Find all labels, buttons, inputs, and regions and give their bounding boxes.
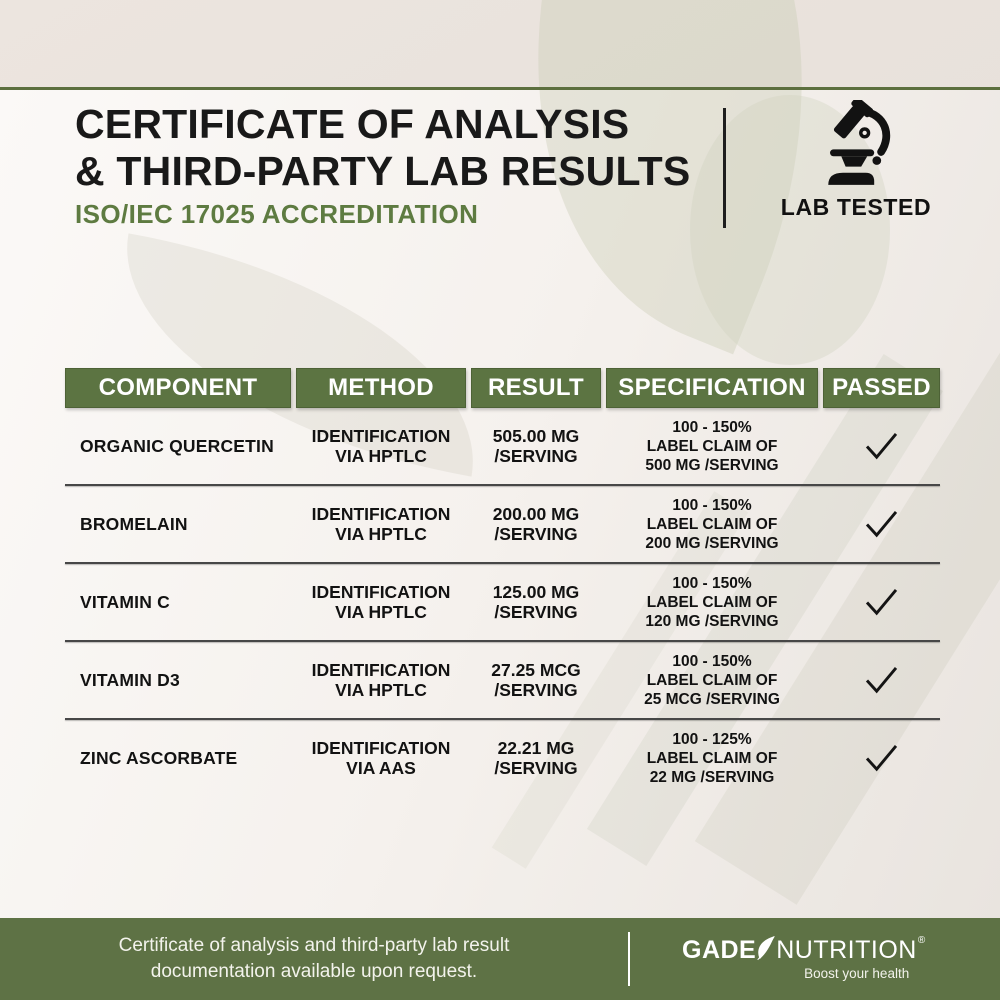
spec-line: 100 - 125% [672,730,752,748]
spec-line: LABEL CLAIM OF [646,437,778,455]
leaf-icon [757,935,775,961]
brand-wordmark [682,935,925,965]
table-row [65,720,940,796]
passed-cell [823,744,940,773]
passed-cell [823,588,940,617]
result-line: 22.21 MG [497,738,575,758]
spec-line: 25 MCG /SERVING [644,690,780,708]
brand-name-bold: GADE [682,935,757,964]
specification-cell [606,652,818,709]
component-cell: VITAMIN D3 [80,669,180,690]
result-cell [471,738,601,778]
spec-line: 100 - 150% [672,496,752,514]
column-header-specification: SPECIFICATION [606,368,818,408]
column-header-passed: PASSED [823,368,940,408]
column-header-result: RESULT [471,368,601,408]
method-cell [296,582,466,622]
passed-cell [823,666,940,695]
column-header-component: COMPONENT [65,368,291,408]
brand-tagline: Boost your health [804,966,910,981]
page-title [75,101,690,195]
microscope-icon [817,100,895,190]
result-cell [471,582,601,622]
result-line: 125.00 MG [492,582,580,602]
result-line: /SERVING [494,446,578,466]
method-cell [296,660,466,700]
table-row [65,564,940,640]
result-cell [471,660,601,700]
specification-cell [606,418,818,475]
result-line: 505.00 MG [492,426,580,446]
method-cell [296,426,466,466]
spec-line: 120 MG /SERVING [645,612,779,630]
component-cell: ORGANIC QUERCETIN [80,435,274,456]
footer-note-line1: Certificate of analysis and third-party lab result [118,935,510,956]
spec-line: LABEL CLAIM OF [646,515,778,533]
footer-vertical-divider [628,932,630,986]
table-row [65,642,940,718]
result-line: /SERVING [494,602,578,622]
method-line: VIA HPTLC [335,446,427,466]
specification-cell [606,574,818,631]
table-row [65,408,940,484]
component-cell: ZINC ASCORBATE [80,747,238,768]
component-cell: VITAMIN C [80,591,170,612]
method-line: VIA HPTLC [335,680,427,700]
footer-band [0,918,1000,1000]
method-line: IDENTIFICATION [311,738,451,758]
spec-line: LABEL CLAIM OF [646,593,778,611]
method-line: VIA HPTLC [335,524,427,544]
footer-note [0,933,628,985]
spec-line: LABEL CLAIM OF [646,671,778,689]
check-icon [864,588,899,617]
coa-table [65,368,940,796]
result-line: /SERVING [494,680,578,700]
spec-line: 500 MG /SERVING [645,456,779,474]
spec-line: 100 - 150% [672,574,752,592]
component-cell: BROMELAIN [80,513,188,534]
table-header-row [65,368,940,408]
method-cell [296,738,466,778]
spec-line: 22 MG /SERVING [649,768,775,786]
method-line: IDENTIFICATION [311,660,451,680]
passed-cell [823,510,940,539]
result-line: /SERVING [494,758,578,778]
method-line: IDENTIFICATION [311,504,451,524]
result-line: /SERVING [494,524,578,544]
brand-logo [682,935,925,981]
header-vertical-divider [723,108,726,228]
check-icon [864,744,899,773]
check-icon [864,666,899,695]
result-cell [471,504,601,544]
method-line: IDENTIFICATION [311,426,451,446]
spec-line: LABEL CLAIM OF [646,749,778,767]
accreditation-subtitle: ISO/IEC 17025 ACCREDITATION [75,199,479,229]
method-cell [296,504,466,544]
spec-line: 100 - 150% [672,652,752,670]
result-line: 200.00 MG [492,504,580,524]
page-title-line2: & THIRD-PARTY LAB RESULTS [75,148,691,194]
header-accent-line [0,87,1000,90]
brand-name-light: NUTRITION [776,935,917,964]
registered-mark: ® [917,935,926,946]
column-header-method: METHOD [296,368,466,408]
specification-cell [606,730,818,787]
specification-cell [606,496,818,553]
table-row [65,486,940,562]
check-icon [864,432,899,461]
method-line: IDENTIFICATION [311,582,451,602]
footer-note-line2: documentation available upon request. [150,961,478,982]
spec-line: 200 MG /SERVING [645,534,779,552]
lab-tested-label: LAB TESTED [780,194,932,220]
method-line: VIA AAS [346,758,416,778]
result-line: 27.25 MCG [491,660,581,680]
page-title-line1: CERTIFICATE OF ANALYSIS [75,101,630,147]
lab-tested-badge [770,100,942,221]
check-icon [864,510,899,539]
passed-cell [823,432,940,461]
spec-line: 100 - 150% [672,418,752,436]
result-cell [471,426,601,466]
method-line: VIA HPTLC [335,602,427,622]
